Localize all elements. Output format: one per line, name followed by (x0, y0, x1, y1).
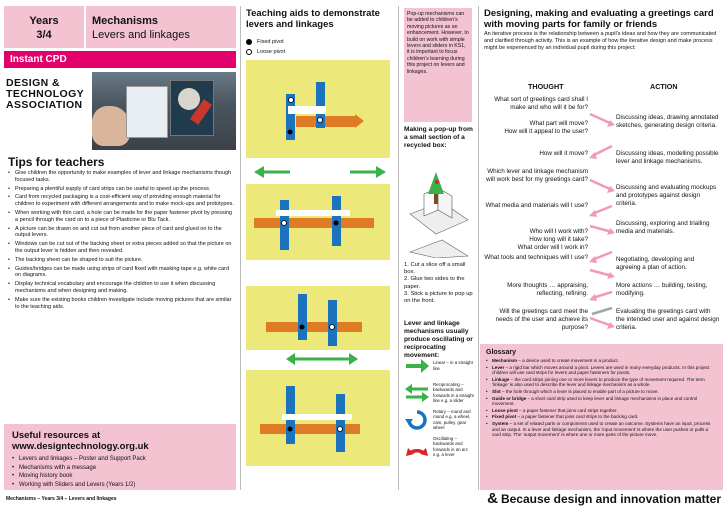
ampersand-logo-icon: & (487, 490, 498, 507)
tip-item: • Give children the opportunity to make examples of lever and linkage mechanisms though focused tasks. (8, 170, 236, 184)
resources-title: Useful resources at (12, 430, 101, 441)
column-divider (398, 6, 399, 490)
tip-item: • Preparing a plentiful supply of card strips can be useful to speed up the process. (8, 186, 236, 193)
footer-caption: Mechanisms – Years 3/4 – Levers and linkages (6, 496, 117, 502)
loose-pivot-icon (318, 118, 323, 123)
column-divider (240, 6, 241, 490)
movement-oscillating (404, 433, 474, 460)
glossary-item (486, 377, 717, 388)
popup-steps (404, 262, 474, 305)
loose-pivot-icon (330, 325, 335, 330)
glossary-item (486, 389, 717, 395)
thought-item: How will it move? (539, 150, 588, 157)
lever-movement-title: Lever and linkage mechanisms usually produce oscillating or reciprocating movement: (404, 320, 473, 359)
glossary-term: Slot (492, 388, 501, 394)
logo-line-2: TECHNOLOGY (6, 88, 85, 100)
thought-item: What tools and techniques will I use? (484, 254, 588, 261)
pivot-legend (246, 37, 285, 57)
years-label: Years (29, 15, 59, 27)
action-item: More actions … building, testing, modifying. (616, 282, 708, 297)
thought-item: Will the greetings card meet the needs of the user and achieve its purpose? (495, 308, 588, 331)
movement-label: Oscillating – backwards and forwards in an arc e.g. a lever (433, 436, 468, 457)
column-divider (478, 6, 479, 490)
card-strip (266, 322, 362, 332)
action-item: Discussing and evaluating mockups and prototypes against design criteria. (616, 184, 717, 207)
paper-shape (410, 240, 468, 258)
tip-item: • Guides/bridges can be made using strips of card fixed with masking tape e.g. white card on diagrams. (8, 266, 236, 280)
fixed-pivot-icon (246, 39, 252, 45)
glossary-definition: – a paper fastener that joins card strips to the backing card. (516, 414, 639, 420)
lever-strip (328, 300, 337, 346)
lever-diagram-3 (246, 286, 390, 350)
thought-item: More thoughts … appraising, reflecting, refining. (507, 282, 588, 297)
tips-list (8, 170, 236, 312)
tip-item: • Windows can be cut out of the backing sheet or extra pieces added so that the picture on the output lever is hidden and then revealed. (8, 241, 236, 255)
designing-title-line-1: Designing, making and evaluating a greetings card (484, 8, 714, 19)
legend-loose (246, 47, 285, 57)
movement-arrows (282, 352, 362, 366)
tip-item: • Card from recycled packaging is a cost-efficient way of providing enough material for children to experiment with different arrangements and to make mock-ups and prototypes. (8, 194, 236, 208)
iteration-arrows (588, 100, 616, 336)
designing-title-line-2: with moving parts for family or friends (484, 19, 658, 30)
topic-box (86, 6, 236, 48)
fixed-pivot-icon (288, 130, 293, 135)
designing-intro: An iterative process is the relationship between a pupil’s ideas and how they are communicated and clarified through activity. This is an example of how the iterative design and make process might be experienced by an individual pupil during this project: (484, 31, 717, 51)
card-strip (254, 218, 374, 228)
glossary-definition: – the hole through which a lever is placed to enable part of a picture to move. (500, 388, 659, 394)
glossary-term: System (492, 420, 509, 426)
legend-fixed (246, 37, 285, 47)
resources-url[interactable]: www.designtechnology.org.uk (12, 441, 149, 452)
action-item: Negotiating, developing and agreeing a plan of action. (616, 256, 695, 271)
loose-pivot-icon (246, 49, 252, 55)
glossary-term: Loose pivot (492, 407, 518, 413)
teaching-aids-title (246, 8, 394, 30)
resources-list (12, 455, 228, 489)
designing-title (484, 8, 720, 30)
oscillating-arrow-icon (404, 436, 430, 458)
dt-association-logo (6, 78, 86, 111)
popup-diagram (406, 164, 472, 258)
glossary-term: Lever (492, 364, 505, 370)
tip-item: • The backing sheet can be shaped to suit the picture. (8, 257, 236, 264)
card-strip (296, 116, 356, 127)
arrow-left-icon (589, 210, 597, 217)
logo-line-1: DESIGN & (6, 77, 60, 89)
tip-item: • When working with thin card, a hole can be made for the paper fastener pivot by pressing a pencil through the card on to a piece of Plasticine or Blu Tack. (8, 210, 236, 224)
years-value: 3/4 (36, 29, 52, 41)
column-popup (400, 0, 476, 490)
glossary-item (486, 421, 717, 438)
thought-item: What media and materials will I use? (485, 202, 588, 209)
movement-label: Linear – in a straight line (433, 360, 473, 371)
arrow-right-icon (355, 114, 364, 128)
action-item: Discussing ideas, drawing annotated sketches, generating design criteria. (616, 114, 719, 129)
moon-shape (178, 88, 200, 110)
teaching-aid-panel-2 (246, 184, 390, 260)
guide-strip (282, 414, 352, 420)
action-item: Discussing, exploring and trialling media and materials. (616, 220, 710, 235)
thought-item: Which lever and linkage mechanism will work best for my greetings card? (486, 168, 588, 183)
lever-diagram-4 (246, 370, 390, 466)
action-item: Evaluating the greetings card with the intended user and against design criteria. (616, 308, 720, 331)
movement-label: Reciprocating – backwards and forwards in a straight line e.g. a slider (433, 382, 474, 403)
loose-pivot-icon (338, 427, 343, 432)
glossary-term: Mechanism (492, 358, 518, 363)
topic-subtitle: Levers and linkages (92, 29, 190, 41)
card-shape (126, 86, 168, 138)
glossary-definition: – a short card strip used to keep lever and linkage mechanisms in place and control movement. (492, 395, 698, 407)
arrow-left-icon (589, 294, 597, 301)
making-popup-title: Making a pop-up from a small section of a recycled box: (404, 126, 473, 149)
lever-diagram-2 (246, 184, 390, 260)
teaching-aid-panel-1 (246, 60, 390, 158)
resources-box (4, 424, 236, 490)
popup-step: 2. Glue two sides to the paper. (404, 276, 465, 290)
greetings-card-photo (92, 72, 236, 150)
reciprocating-arrow-icon (404, 382, 430, 404)
movement-types (404, 352, 474, 460)
glossary-term: Guide or bridge (492, 395, 527, 401)
movement-reciprocating (404, 379, 474, 406)
ornament-icon (435, 180, 439, 184)
footer-tagline-text: Because design and innovation matter (500, 492, 721, 506)
glossary-item (486, 365, 717, 376)
linear-arrow-icon (404, 355, 430, 377)
resource-item: • Levers and linkages – Poster and Support Pack (12, 455, 228, 464)
glossary-term: Fixed pivot (492, 414, 517, 420)
lever-strip (336, 394, 345, 452)
topic-title: Mechanisms (92, 15, 159, 27)
legend-fixed-label: Fixed pivot (257, 39, 284, 45)
instant-cpd-banner: Instant CPD (4, 51, 236, 68)
glossary-list (486, 358, 717, 438)
tip-item: • Make sure the existing books children investigate include moving pictures that are similar to the teaching aids. (8, 297, 236, 311)
years-box (4, 6, 84, 48)
thought-item: How will it appeal to the user? (504, 128, 588, 135)
glossary-definition: – a rigid bar which moves around a pivot. Levers are used in many everyday products. In this project children will use card strips for levers and paper fasteners for pivots. (492, 364, 710, 376)
resource-item: • Moving history book (12, 472, 228, 481)
fixed-pivot-icon (334, 221, 339, 226)
tip-item: • Display technical vocabulary and encourage the children to use it when discussing mechanisms and when designing and making. (8, 281, 236, 295)
glossary-definition: – the card strips joining one or more levers to produce the type of movement required. The term ‘linkage’ is also used to describe the lever and linkage mechanism as a whole. (492, 376, 705, 388)
guide-strip (276, 210, 350, 216)
hand-shape (92, 106, 130, 146)
thought-item: What sort of greetings card shall I make and who will it be for? (494, 96, 588, 111)
popup-step: 1. Cut a slice off a small box. (404, 262, 466, 276)
footer-tagline (487, 490, 721, 507)
teaching-aid-panel-4 (246, 370, 390, 466)
page-footer (0, 490, 725, 508)
rotary-arrow-icon (404, 409, 430, 431)
tip-item: • A picture can be drawn on and cut out from another piece of card and glued on to the output levers. (8, 226, 236, 240)
resource-item: • Mechanisms with a message (12, 464, 228, 473)
column-designing (480, 0, 723, 490)
glossary-box (480, 344, 723, 490)
fixed-pivot-icon (300, 325, 305, 330)
thought-item: How long will it take? (529, 236, 588, 243)
lever-diagram-1 (246, 60, 390, 158)
glossary-definition: – a device used to create movement in a product. (517, 358, 619, 363)
action-item: Discussing ideas, modelling possible lever and linkage mechanisms. (616, 150, 719, 165)
loose-pivot-icon (282, 221, 287, 226)
loose-pivot-icon (289, 98, 294, 103)
teaching-aid-panel-3 (246, 286, 390, 350)
popup-step: 3. Stick a picture to pop up on the front. (404, 290, 473, 305)
arrow-left-icon (589, 256, 597, 263)
fixed-pivot-icon (288, 427, 293, 432)
thought-heading: THOUGHT (528, 82, 564, 91)
tips-title: Tips for teachers (8, 155, 105, 169)
glossary-definition: – a set of related parts or components used to create an outcome. Systems have an input, process and an output. In a lever and linkage mechanism, the ‘input movement’ is where the user pushes or pulls a card strip. The ‘output movement’ is where one or more parts of the picture move. (492, 420, 711, 438)
movement-linear (404, 352, 474, 379)
logo-line-3: ASSOCIATION (6, 99, 83, 111)
lever-strip (298, 294, 307, 340)
glossary-definition: – a paper fastener that joins card strips together. (517, 407, 618, 413)
glossary-title: Glossary (486, 349, 516, 356)
thought-item: What part will move? (529, 120, 588, 127)
glossary-item (486, 358, 717, 364)
movement-label: Rotary – round and round e.g. a wheel, cam, pulley, gear wheel (433, 409, 471, 430)
resource-item: • Working with Sliders and Levers (Years 1/2) (12, 481, 228, 490)
glossary-item (486, 414, 717, 420)
action-heading: ACTION (650, 82, 678, 91)
teaching-title-line-2: levers and linkages (246, 19, 334, 30)
thought-item: What order will I work in? (517, 244, 588, 251)
thought-item: Who will I work with? (529, 228, 588, 235)
column-teaching-aids (242, 0, 396, 490)
glossary-item (486, 396, 717, 407)
teaching-title-line-1: Teaching aids to demonstrate (246, 8, 380, 19)
glossary-term: Linkage (492, 376, 510, 382)
legend-loose-label: Loose pivot (257, 49, 286, 55)
popup-intro: Pop-up mechanisms can be added to children’s moving pictures as an enhancement. However, to build on work with simple levers and sliders in KS1, it is important to focus children’s learning during this project on levers and linkages. (404, 8, 472, 122)
movement-rotary (404, 406, 474, 433)
movement-arrows (250, 162, 390, 182)
glossary-item (486, 408, 717, 414)
column-cpd (0, 0, 238, 490)
guide-strip (288, 106, 326, 114)
